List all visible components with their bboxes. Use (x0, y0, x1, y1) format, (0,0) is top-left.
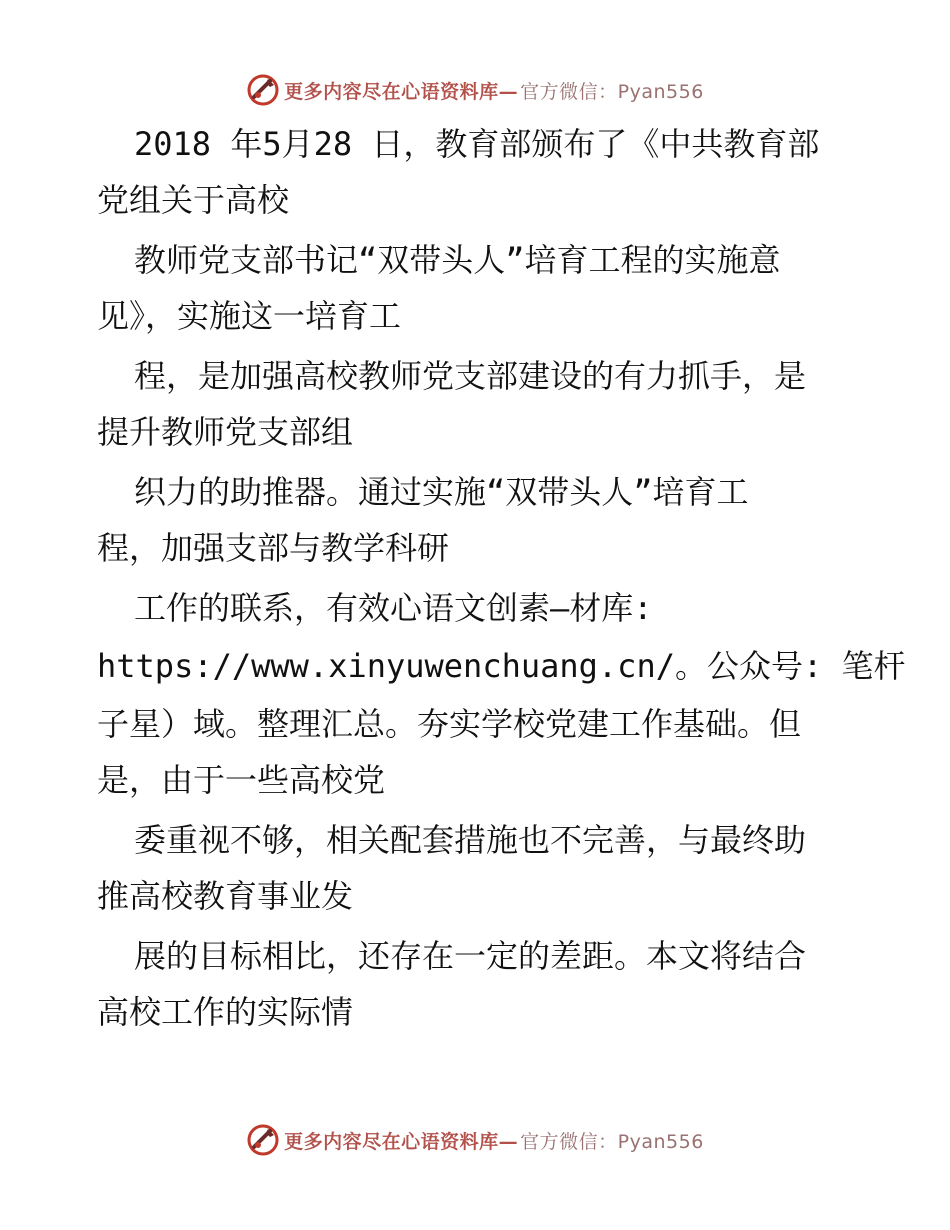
body-line-6: 提升教师党支部组 (97, 413, 354, 451)
body-line-14: 推高校教育事业发 (97, 877, 354, 915)
body-line-8: 程，加强支部与教学科研 (97, 529, 450, 567)
body-line-7: 织力的助推器。通过实施“双带头人”培育工 (134, 473, 749, 511)
body-line-2: 党组关于高校 (97, 181, 290, 219)
body-line-15: 展的目标相比，还存在一定的差距。本文将结合 (134, 937, 807, 975)
body-line-10: https://www.xinyuwenchuang.cn/。公众号: 笔杆 (97, 647, 906, 685)
footer-site-text: 更多内容尽在心语资料库— (284, 1130, 519, 1153)
header-banner (0, 70, 950, 110)
body-line-1: 2018 年5月28 日，教育部颁布了《中共教育部 (134, 125, 820, 163)
header-wechat-text: 官方微信：Pyan556 (520, 80, 704, 103)
body-line-13: 委重视不够，相关配套措施也不完善，与最终助 (134, 821, 807, 859)
body-line-4: 见》，实施这一培育工 (97, 297, 402, 335)
body-line-11: 子星）域。整理汇总。夯实学校党建工作基础。但 (97, 705, 802, 743)
body-line-3: 教师党支部书记“双带头人”培育工程的实施意 (134, 241, 781, 279)
body-line-5: 程，是加强高校教师党支部建设的有力抓手，是 (134, 357, 807, 395)
body-line-12: 是，由于一些高校党 (97, 761, 386, 799)
body-line-16: 高校工作的实际情 (97, 993, 354, 1031)
footer-banner (0, 1120, 950, 1160)
body-line-9: 工作的联系，有效心语文创素—材库: (134, 589, 653, 627)
footer-wechat-text: 官方微信：Pyan556 (520, 1130, 704, 1153)
brand-logo-icon (246, 1123, 280, 1157)
brand-logo-icon (246, 73, 280, 107)
header-site-text: 更多内容尽在心语资料库— (284, 80, 519, 103)
